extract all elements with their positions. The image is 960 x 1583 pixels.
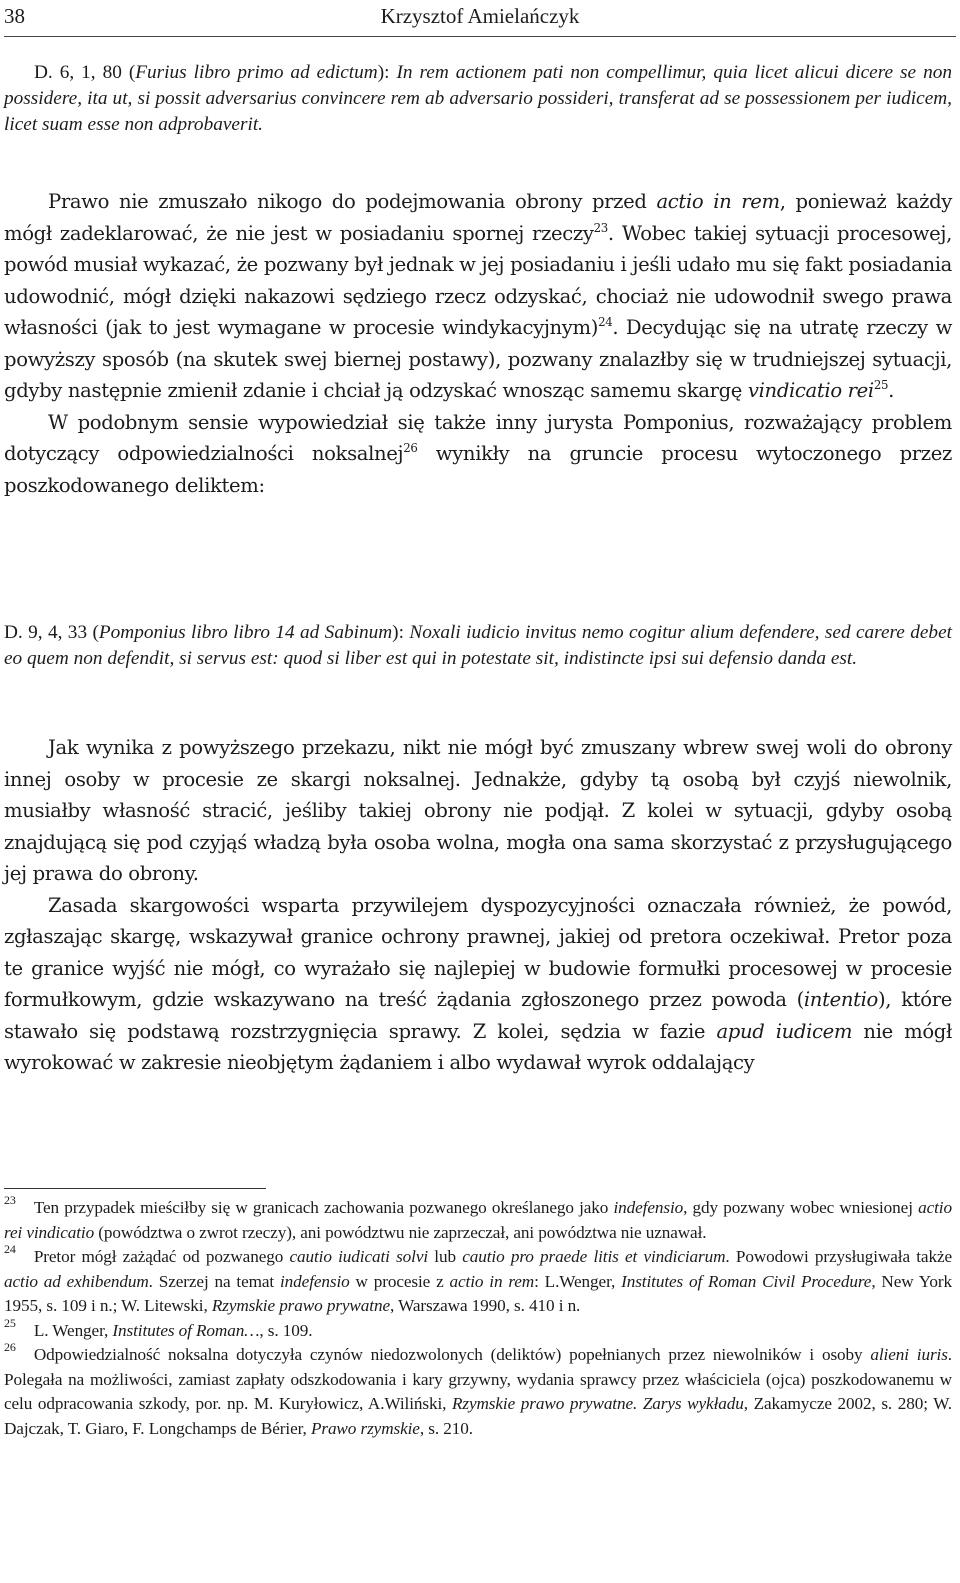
paragraph-2: W podobnym sensie wypowiedział się także inny jurysta Pomponius, rozważający problem dotyczący odpowiedzialności noksalnej$^{26}$ wynikły na gruncie procesu wytoczonego przez poszkodowanego deliktem: — [4, 410, 952, 497]
page-number: 38 — [4, 4, 25, 28]
paragraph-3: Jak wynika z powyższego przekazu, nikt nie mógł być zmuszany wbrew swej woli do obrony innej osoby w procesie ze skargi noksalnej. Jednakże, gdyby tą osobą był czyjś niewolnik, musiałby własność stracić, jeśliby takiej obrony nie podjął. Z kolei w sytuacji, gdyby osobą znajdującą się pod czyjąś władzą była osoba wolna, mogła ona sama skorzystać z przysługującego jej prawa do obrony. — [4, 736, 952, 885]
body-text-continued — [4, 732, 952, 1079]
quote-d-6-1-80: D. 6, 1, 80 (Furius libro primo ad edictum): In rem actionem pati non compellimur, quia licet alicui dicere se non possidere, ita ut, si possit adversarius convincere rem ab adversario possideri, transferat ad se possessionem per iudicem, licet suam esse non adprobaverit. — [4, 62, 952, 135]
quote-ref: D. 6, 1, 80 ( — [34, 62, 136, 83]
running-head-author: Krzysztof Amielańczyk — [380, 4, 580, 28]
quote-latin-text: Noxali iudicio invitus nemo cogitur alium defendere, sed carere debet eo quem non defendit, si servus est: quod si liber est qui in potestate sit, indistincte ipsi sui defensio danda est. — [4, 622, 952, 669]
quote-ref-work: Furius libro primo ad edictum — [135, 62, 378, 83]
footnote-24: $^{24}$ Pretor mógł zażądać od pozwanego cautio iudicati solvi lub cautio pro praede litis et vindiciarum. Powodowi przysługiwała także actio ad exhibendum. Szerzej na temat indefensio w procesie z actio in rem: L.Wenger, Institutes of Roman Civil Procedure, New York 1955, s. 109 i n.; W. Litewski, Rzymskie prawo prywatne, Warszawa 1990, s. 410 i n. — [4, 1242, 952, 1315]
footnote-25: $^{25}$ L. Wenger, Institutes of Roman…, s. 109. — [4, 1315, 313, 1340]
footnote-ref-26[interactable]: 26 — [403, 440, 418, 455]
footnote-ref-24[interactable]: 24 — [598, 314, 613, 329]
quote-ref-work: Pomponius libro libro 14 ad Sabinum — [98, 622, 393, 643]
paragraph-1: Prawo nie zmuszało nikogo do podejmowania obrony przed actio in rem, ponieważ każdy mógł zadeklarować, że nie jest w posiadaniu spornej rzeczy$^{23}$. Wobec takiej sytuacji procesowej, powód musiał wykazać, że pozwany był jednak w jej posiadaniu i jeśli udało mu się fakt posiadania udowodnić, mógł dzięki nakazowi sędziego rzecz odzyskać, chociaż nie udowodnił swego prawa własności (jak to jest wymagane w procesie windykacyjnym)$^{24}$. Decydując się na utratę rzeczy w powyższy sposób (na skutek swej biernej postawy), pozwany znalazłby się w trudniejszej sytuacji, gdyby następnie zmienił zdanie i chciał ją odzyskać wnosząc samemu skargę vindicatio rei$^{25}$. — [4, 190, 953, 402]
quote-ref: D. 9, 4, 33 ( — [4, 622, 99, 643]
footnote-separator — [4, 1188, 266, 1189]
footnote-23: $^{23}$ Ten przypadek mieściłby się w granicach zachowania pozwanego określanego jako indefensio, gdy pozwany wobec wniesionej actio rei vindicatio (powództwa o zwrot rzeczy), ani powództwu nie zaprzeczał, ani powództwa nie uznawał. — [4, 1193, 952, 1242]
body-text-main — [4, 186, 952, 501]
paragraph-4: Zasada skargowości wsparta przywilejem dyspozycyjności oznaczała również, że powód, zgłaszając skargę, wskazywał granice ochrony prawnej, jakiej od pretora oczekiwał. Pretor poza te granice wyjść nie mógł, co wyrażało się najlepiej w budowie formułki procesowej w procesie formułkowym, gdzie wskazywano na treść żądania zgłoszonego przez powoda (intentio), które stawało się podstawą rozstrzygnięcia sprawy. Z kolei, sędzia w fazie apud iudicem nie mógł wyrokować w zakresie nieobjętym żądaniem i albo wydawał wyrok oddalający — [4, 893, 953, 1074]
quote-latin-text: In rem actionem pati non compellimur, quia licet alicui dicere se non possidere, ita ut, si possit adversarius convincere rem ab adversario possideri, transferat ad se possessionem per iudicem, licet suam esse non adprobaverit. — [4, 62, 952, 135]
footnote-ref-25[interactable]: 25 — [873, 377, 889, 392]
footnote-26: $^{26}$ Odpowiedzialność noksalna dotyczyła czynów niedozwolonych (deliktów) popełnianych przez niewolników i osoby alieni iuris. Polegała na możliwości, zamiast zapłaty odszkodowania i kary grzywny, wydania sprawcy przez właściciela (ojca) poszkodowanemu w celu odpracowania szkody, por. np. M. Kuryłowicz, A.Wiliński, Rzymskie prawo prywatne. Zarys wykładu, Zakamycze 2002, s. 280; W. Dajczak, T. Giaro, F. Longchamps de Bérier, Prawo rzymskie, s. 210. — [4, 1340, 952, 1438]
footnotes — [4, 1193, 952, 1441]
running-header — [4, 0, 956, 37]
footnote-ref-23[interactable]: 23 — [593, 220, 608, 235]
quote-d-9-4-33: D. 9, 4, 33 (Pomponius libro libro 14 ad Sabinum): Noxali iudicio invitus nemo cogitur alium defendere, sed carere debet eo quem non defendit, si servus est: quod si liber est qui in potestate sit, indistincte ipsi sui defensio danda est. — [4, 622, 952, 669]
